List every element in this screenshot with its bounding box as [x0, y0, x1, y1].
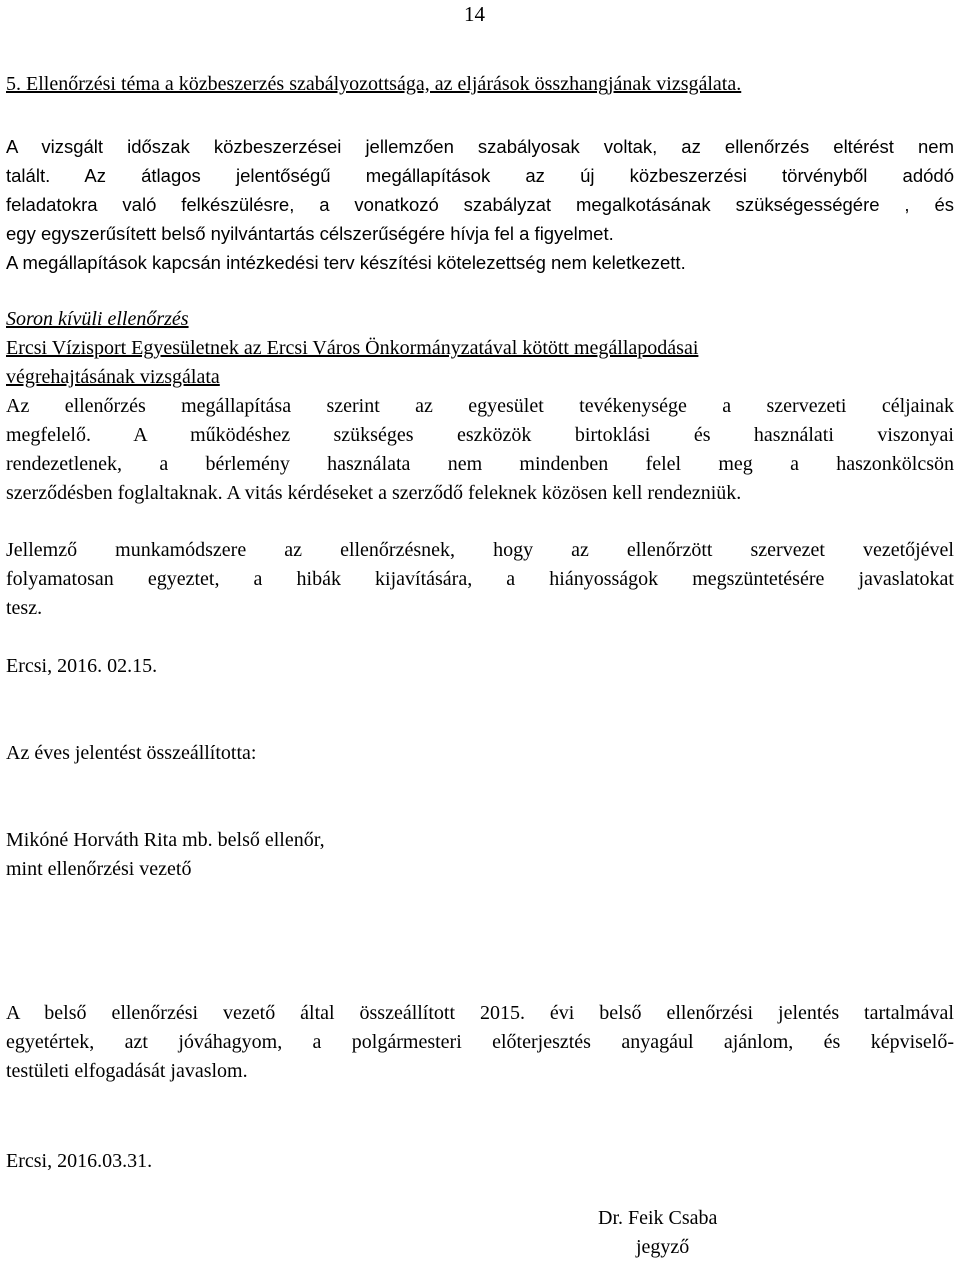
paragraph-line: talált. Az átlagos jelentőségű megállapítások az új közbeszerzési törvényből adódó	[6, 165, 954, 186]
compiled-by-label: Az éves jelentést összeállította:	[6, 742, 257, 764]
method-paragraph	[6, 536, 954, 623]
extra-audit-body-line: rendezetlenek, a bérlemény használata nem mindenben felel meg a haszonkölcsön	[6, 453, 954, 475]
extra-audit-section	[6, 305, 954, 508]
signatory-title: jegyző	[636, 1236, 690, 1258]
extra-audit-body-line: szerződésben foglaltaknak. A vitás kérdéseket a szerződő feleknek közösen kell rendezniük.	[6, 482, 742, 504]
extra-audit-subject-line: Ercsi Vízisport Egyesületnek az Ercsi Város Önkormányzatával kötött megállapodásai	[6, 337, 699, 359]
paragraph-line: tesz.	[6, 597, 43, 619]
date-first: Ercsi, 2016. 02.15.	[6, 655, 158, 677]
paragraph-line: egyetértek, azt jóváhagyom, a polgármesteri előterjesztés anyagául ajánlom, és képviselő-	[6, 1031, 954, 1053]
approval-paragraph	[6, 999, 954, 1086]
paragraph-line: folyamatosan egyeztet, a hibák kijavítására, a hiányosságok megszüntetésére javaslatokat	[6, 568, 954, 590]
extra-audit-title: Soron kívüli ellenőrzés	[6, 308, 189, 330]
signatory-name: Dr. Feik Csaba	[598, 1207, 718, 1229]
paragraph-line: A vizsgált időszak közbeszerzései jellemzően szabályosak voltak, az ellenőrzés eltérést nem	[6, 136, 954, 157]
compiler-block	[6, 826, 954, 884]
compiler-role: mint ellenőrzési vezető	[6, 858, 192, 880]
date-second: Ercsi, 2016.03.31.	[6, 1150, 153, 1172]
section-heading: 5. Ellenőrzési téma a közbeszerzés szabályozottsága, az eljárások összhangjának vizsgálata.	[6, 73, 742, 95]
paragraph-line: A belső ellenőrzési vezető által összeállított 2015. évi belső ellenőrzési jelentés tartalmával	[6, 1002, 954, 1024]
compiler-name: Mikóné Horváth Rita mb. belső ellenőr,	[6, 829, 325, 851]
paragraph-line: Jellemző munkamódszere az ellenőrzésnek, hogy az ellenőrzött szervezet vezetőjével	[6, 539, 954, 561]
paragraph-line: feladatokra való felkészülésre, a vonatkozó szabályzat megalkotásának szükségességére , és	[6, 194, 954, 215]
page-number: 14	[464, 2, 485, 26]
extra-audit-subject-line: végrehajtásának vizsgálata	[6, 366, 220, 388]
procurement-paragraph	[6, 132, 954, 277]
extra-audit-body-line: Az ellenőrzés megállapítása szerint az egyesület tevékenysége a szervezeti céljainak	[6, 395, 954, 417]
paragraph-line: egy egyszerűsített belső nyilvántartás célszerűségére hívja fel a figyelmet.	[6, 223, 614, 244]
paragraph-line: testületi elfogadását javaslom.	[6, 1060, 248, 1082]
extra-audit-body-line: megfelelő. A működéshez szükséges eszközök birtoklási és használati viszonyai	[6, 424, 954, 446]
paragraph-line: A megállapítások kapcsán intézkedési terv készítési kötelezettség nem keletkezett.	[6, 252, 686, 273]
